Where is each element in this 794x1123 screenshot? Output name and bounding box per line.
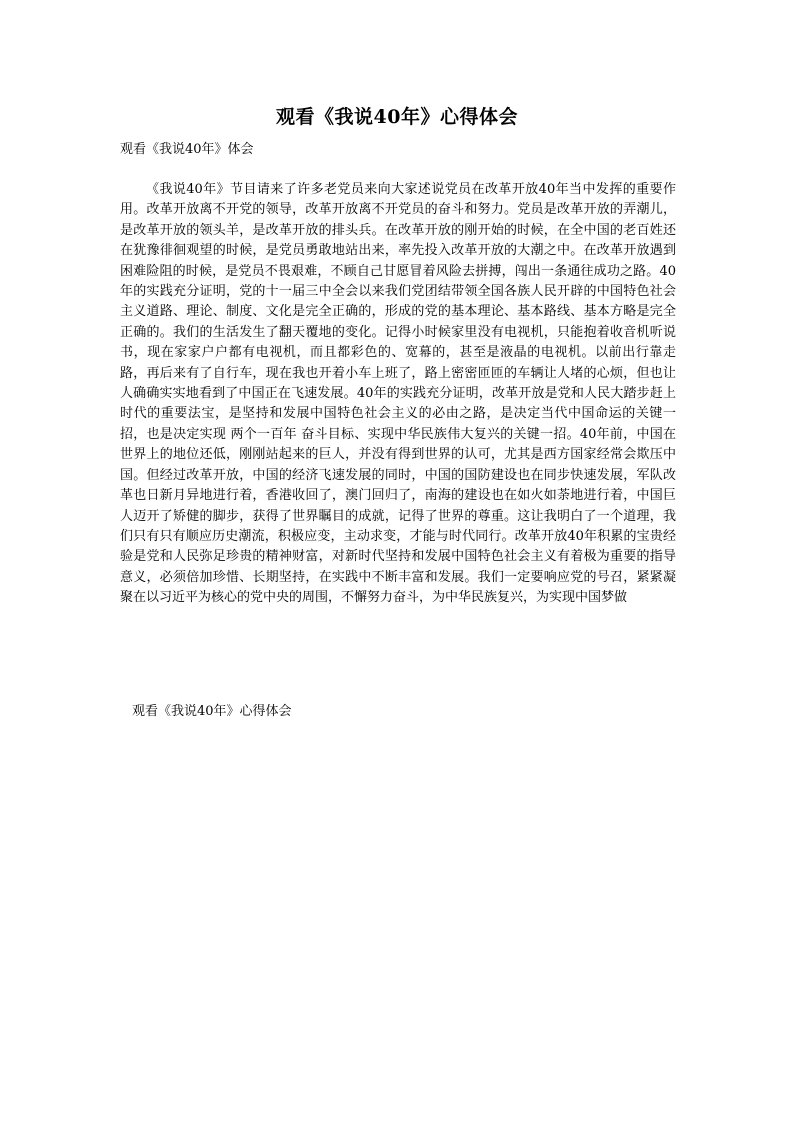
page-title: 观看《我说40年》心得体会 xyxy=(276,106,518,128)
body-paragraph: 《我说40年》节目请来了许多老党员来向大家述说党员在改革开放40年当中发挥的重要作用。改革开放离不开党的领导，改革开放离不开党员的奋斗和努力。党员是改革开放的弄潮儿，是改革开放的领头羊，是改革开放的排头兵。在改革开放的刚开始的时候，在全中国的老百姓还在犹豫徘徊观望的时候，是党员勇敢地站出来，率先投入改革开放的大潮之中。在改革开放遇到困难险阻的时候，是党员不畏艰难，不顾自己甘愿冒着风险去拼搏，闯出一条通往成功之路。40年的实践充分证明，党的十一届三中全会以来我们党团结带领全国各族人民开辟的中国特色社会主义道路、理论、制度、文化是完全正确的，形成的党的基本理论、基本路线、基本方略是完全正确的。我们的生活发生了翻天覆地的变化。记得小时候家里没有电视机，只能抱着收音机听说书，现在家家户户都有电视机，而且都彩色的、宽幕的，甚至是液晶的电视机。以前出行靠走路，再后来有了自行车，现在我也开着小车上班了，路上密密匝匝的车辆让人堵的心烦，但也让人确确实实地看到了中国正在飞速发展。40年的实践充分证明，改革开放是党和人民大踏步赶上时代的重要法宝，是坚持和发展中国特色社会主义的必由之路，是决定当代中国命运的关键一招，也是决定实现 两个一百年 奋斗目标、实现中华民族伟大复兴的关键一招。40年前，中国在世界上的地位还低，刚刚站起来的巨人，并没有得到世界的认可，尤其是西方国家经常会欺压中国。但经过改革开放，中国的经济飞速发展的同时，中国的国防建设也在同步快速发展，军队改革也日新月异地进行着，香港收回了，澳门回归了，南海的建设也在如火如荼地进行着，中国巨人迈开了矫健的脚步，获得了世界瞩目的成就，记得了世界的尊重。这让我明白了一个道理，我们只有只有顺应历史潮流，积极应变，主动求变，才能与时代同行。改革开放40年积累的宝贵经验是党和人民弥足珍贵的精神财富，对新时代坚持和发展中国特色社会主义有着极为重要的指导意义，必须倍加珍惜、长期坚持，在实践中不断丰富和发展。我们一定要响应党的号召，紧紧凝聚在以习近平为核心的党中央的周围，不懈努力奋斗，为中华民族复兴，为实现中国梦做 xyxy=(120,182,676,606)
footer-title: 观看《我说40年》心得体会 xyxy=(132,704,292,719)
document-subtitle: 观看《我说40年》体会 xyxy=(120,142,254,157)
